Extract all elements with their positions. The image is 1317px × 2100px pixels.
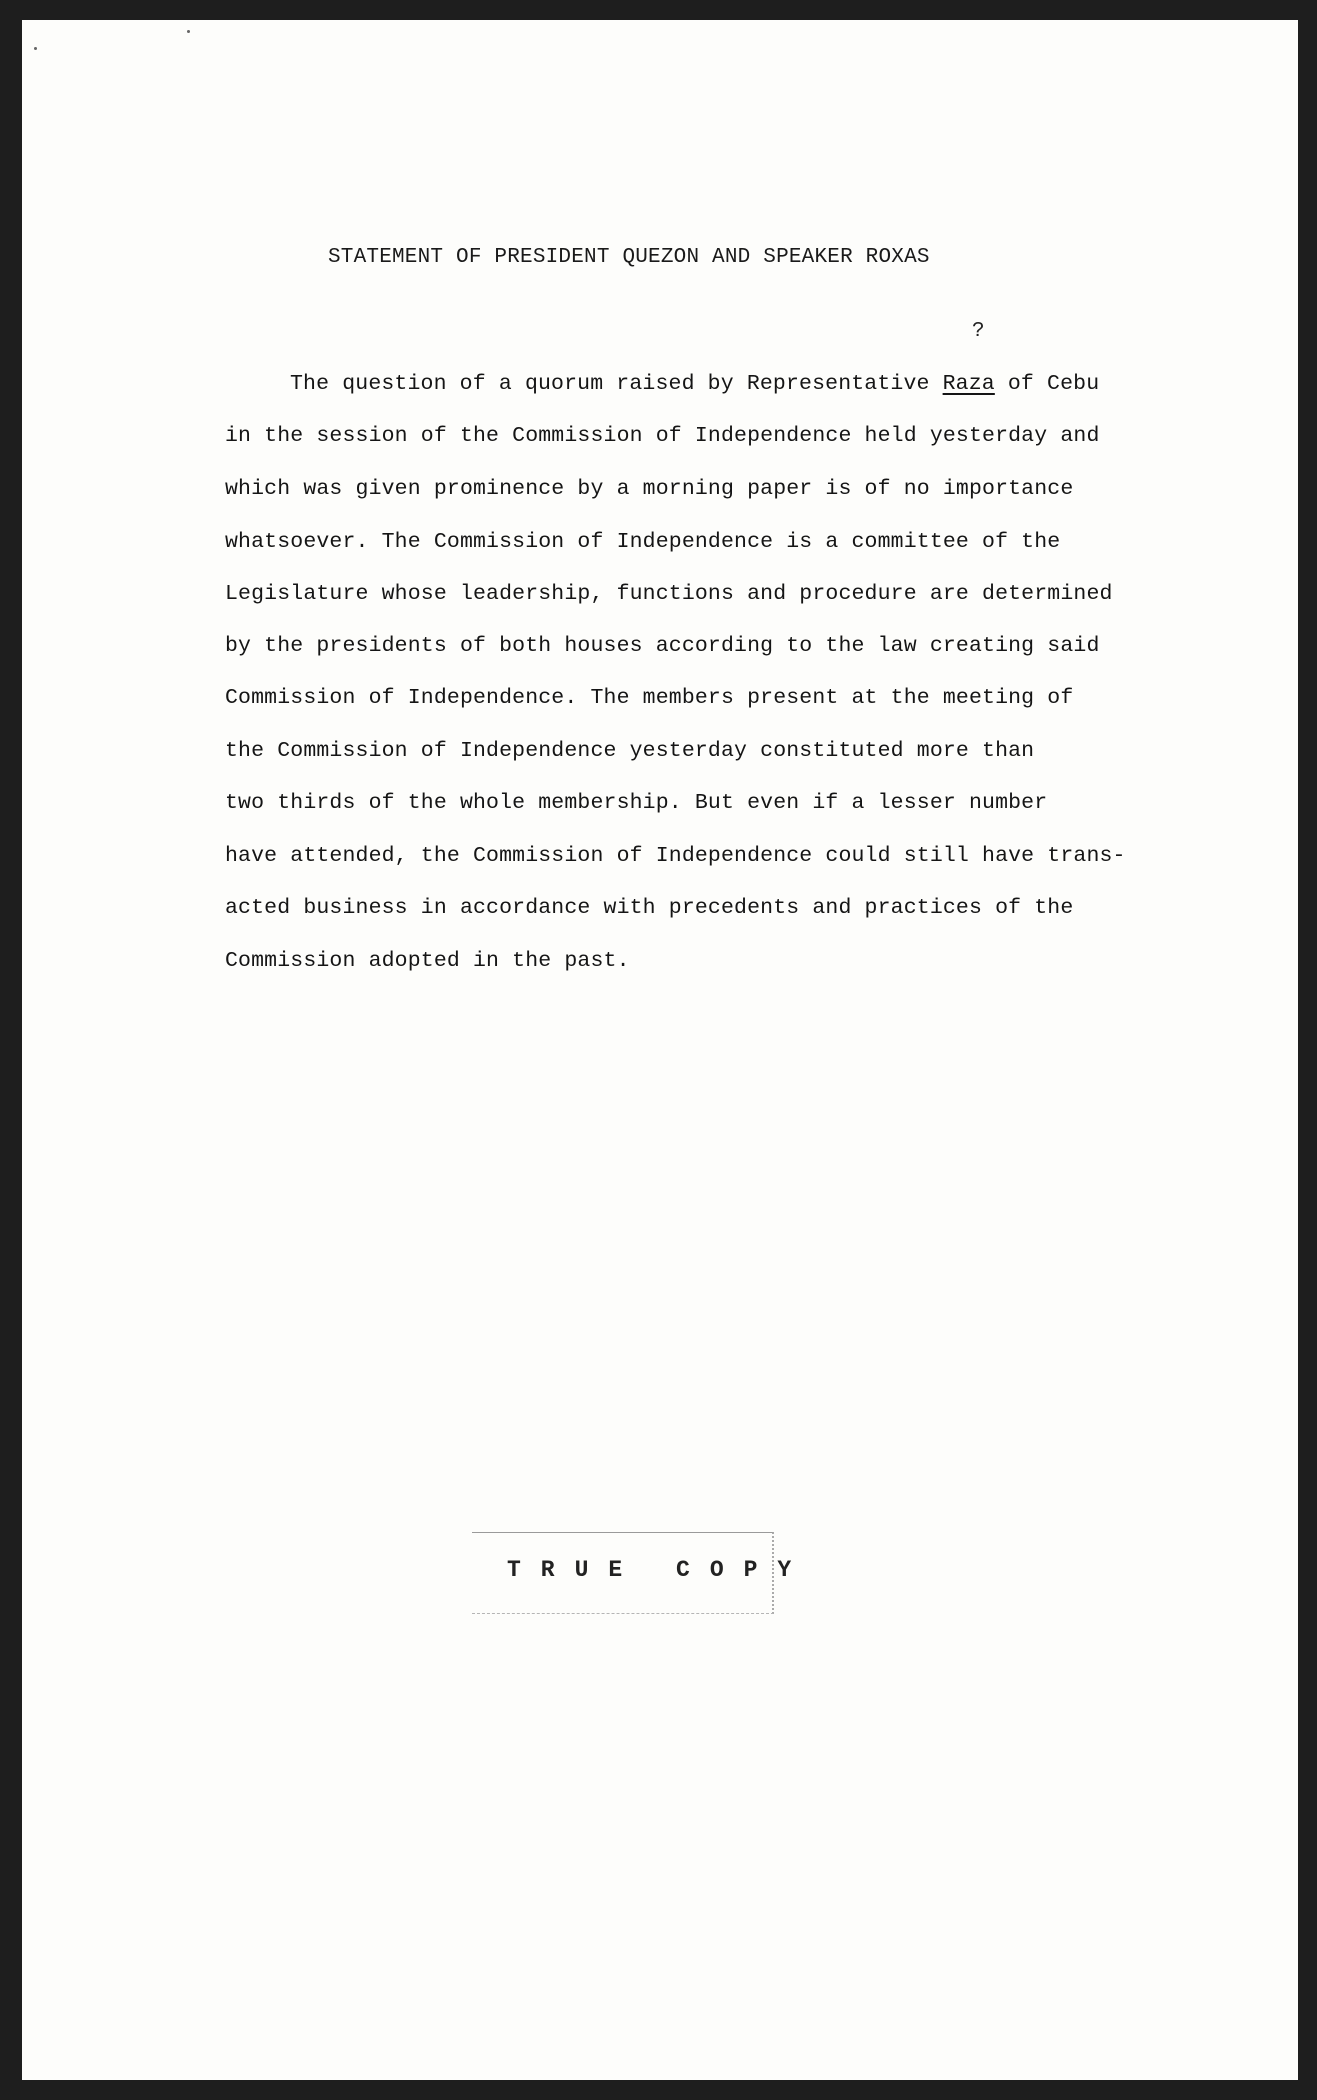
text-line-4: whatsoever. The Commission of Independence is a committee of the: [225, 530, 1061, 554]
text-line-6: by the presidents of both houses according to the law creating said: [225, 634, 1100, 658]
document-page: [22, 20, 1298, 2080]
text-line-7: Commission of Independence. The members present at the meeting of: [225, 686, 1074, 710]
text-line-9: two thirds of the whole membership. But even if a lesser number: [225, 791, 1048, 815]
text-line-12: Commission adopted in the past.: [225, 949, 630, 973]
paper-speck: [187, 30, 190, 33]
text-line-2: in the session of the Commission of Independence held yesterday and: [225, 424, 1100, 448]
true-copy-stamp: [472, 1532, 812, 1614]
text-line-11: acted business in accordance with precedents and practices of the: [225, 896, 1074, 920]
paper-speck: [34, 47, 37, 50]
stamp-text: TRUE COPY: [507, 1557, 812, 1583]
text-line-8: the Commission of Independence yesterday constituted more than: [225, 739, 1035, 763]
handwritten-query-mark: ?: [972, 320, 985, 343]
underlined-name: Raza: [942, 372, 995, 396]
text-line-1: The question of a quorum raised by Representative Raza of Cebu: [290, 372, 1100, 396]
text-line-5: Legislature whose leadership, functions and procedure are determined: [225, 582, 1113, 606]
document-title: STATEMENT OF PRESIDENT QUEZON AND SPEAKER ROXAS: [328, 246, 930, 269]
text-line-3: which was given prominence by a morning paper is of no importance: [225, 477, 1074, 501]
text-line-10: have attended, the Commission of Independence could still have trans-: [225, 844, 1126, 868]
